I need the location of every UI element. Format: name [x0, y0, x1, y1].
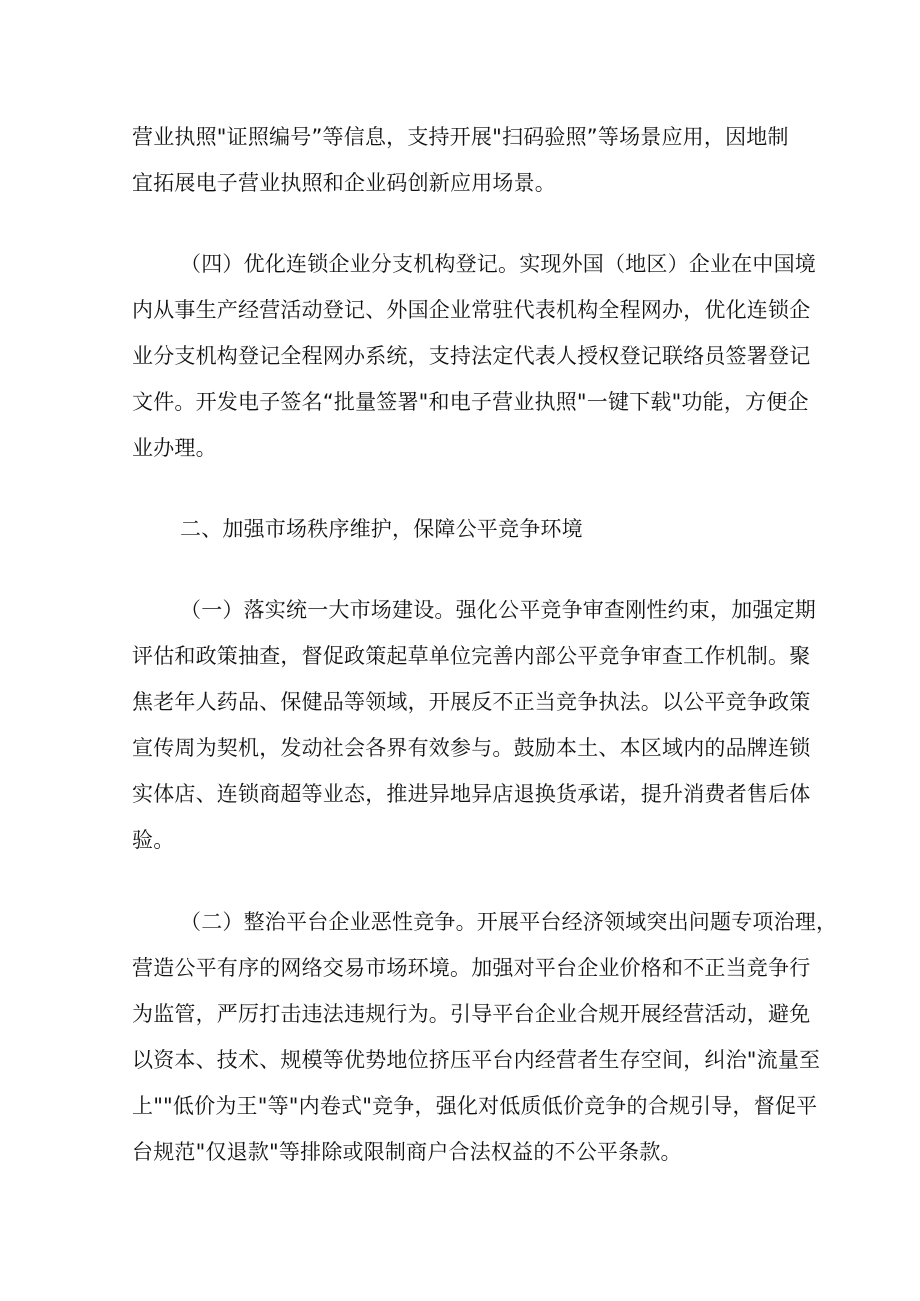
- text-line: 上""低价为王"等"内卷式"竞争，强化对低质低价竞争的合规引导，督促平: [132, 1094, 818, 1118]
- text-line: 实体店、连锁商超等业态，推进异地异店退换货承诺，提升消费者售后体: [132, 782, 811, 806]
- text-line: 宣传周为契机，发动社会各界有效参与。鼓励本土、本区域内的品牌连锁: [132, 736, 811, 760]
- text-line: 验。: [132, 828, 175, 852]
- text-line: 焦老年人药品、保健品等领域，开展反不正当竞争执法。以公平竞争政策: [132, 690, 811, 714]
- text-line: 评估和政策抽查，督促政策起草单位完善内部公平竞争审查工作机制。聚: [132, 644, 811, 668]
- text-line: （四）优化连锁企业分支机构登记。实现外国（地区）企业在中国境: [180, 252, 816, 276]
- text-line: 文件。开发电子签名“批量签署"和电子营业执照"一键下载"功能，方便企: [132, 390, 809, 414]
- text-line: （二）整治平台企业恶性竞争。开展平台经济领域突出问题专项治理，: [180, 910, 838, 934]
- text-line: （一）落实统一大市场建设。强化公平竞争审查刚性约束，加强定期: [180, 598, 816, 622]
- text-line: 营业执照"证照编号”等信息，支持开展"扫码验照”等场景应用，因地制: [132, 125, 789, 149]
- text-line: 以资本、技术、规模等优势地位挤压平台内经营者生存空间，纠治"流量至: [132, 1048, 821, 1072]
- text-line: 业分支机构登记全程网办系统，支持法定代表人授权登记联络员签署登记: [132, 344, 811, 368]
- text-line: 台规范"仅退款"等排除或限制商户合法权益的不公平条款。: [132, 1140, 682, 1164]
- text-line: 营造公平有序的网络交易市场环境。加强对平台企业价格和不正当竞争行: [132, 956, 811, 980]
- text-line: 内从事生产经营活动登记、外国企业常驻代表机构全程网办，优化连锁企: [132, 298, 811, 322]
- text-line: 业办理。: [132, 436, 217, 460]
- text-line: 宜拓展电子营业执照和企业码创新应用场景。: [132, 171, 556, 195]
- text-line: 为监管，严厉打击违法违规行为。引导平台企业合规开展经营活动，避免: [132, 1002, 811, 1026]
- section-heading: 二、加强市场秩序维护，保障公平竞争环境: [180, 517, 583, 541]
